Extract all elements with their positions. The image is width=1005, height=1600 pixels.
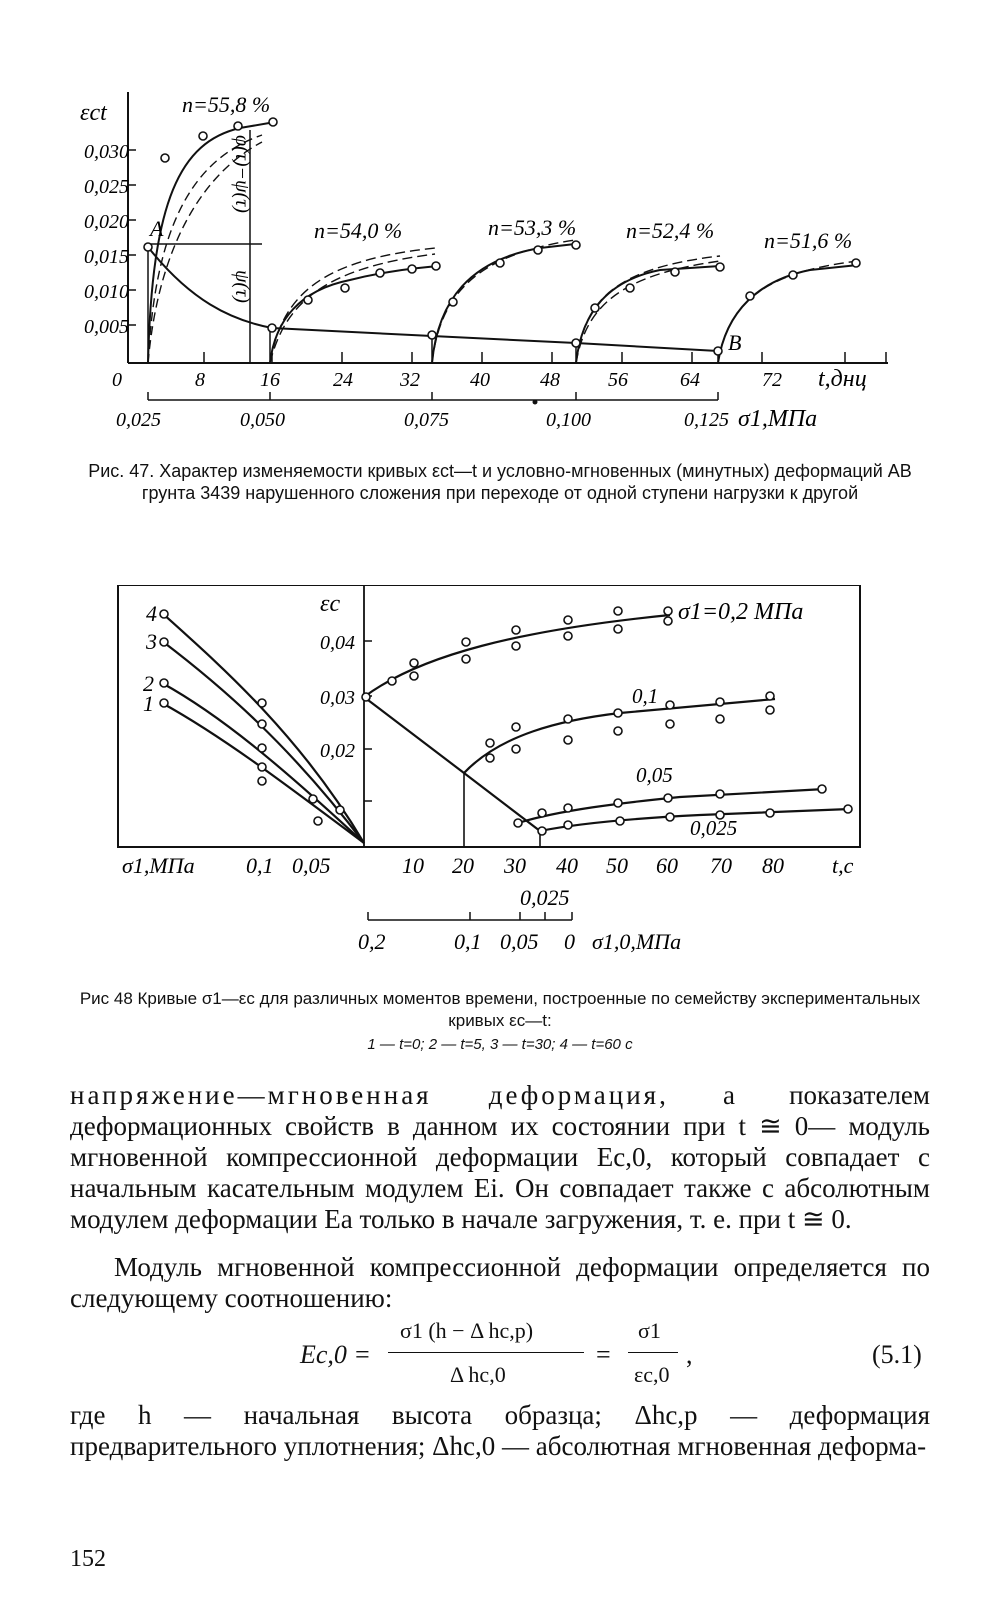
data-point [258, 720, 266, 728]
x-tick-label: 64 [680, 369, 700, 391]
data-point [614, 607, 622, 615]
data-point [376, 269, 384, 277]
data-point [269, 118, 277, 126]
data-point [258, 744, 266, 752]
data-point [462, 638, 470, 646]
data-point [449, 298, 457, 306]
curve-number: 3 [146, 629, 157, 654]
point-b-label: B [728, 330, 742, 355]
data-point [664, 607, 672, 615]
x-tick-labels [112, 369, 782, 391]
paragraph-1 [70, 1080, 930, 1235]
formula-numerator-2: σ1 [638, 1318, 661, 1343]
x-tick-label: 30 [504, 853, 526, 878]
y-tick-label: 0,005 [84, 316, 129, 338]
data-point [564, 804, 572, 812]
figure-48-caption: Рис 48 Кривые σ1—εc для различных моментов времени, построенные по семейству экспериментальных кривых εc—t: [79, 989, 921, 1030]
x-tick-label: 32 [400, 369, 420, 391]
x-tick-label: 72 [762, 369, 782, 391]
curve-label: 0,05 [636, 763, 673, 787]
left-axis-label: σ1,МПа [122, 853, 195, 878]
figure-48-legend: 1 — t=0; 2 — t=5, 3 — t=30; 4 — t=60 c [367, 1036, 633, 1053]
data-point [144, 243, 152, 251]
left-tick-label: 0,1 [246, 853, 274, 878]
scale-dot [533, 400, 538, 405]
figure-48 [0, 585, 1005, 960]
stress-tick-label: 0,025 [116, 409, 161, 431]
data-point [362, 693, 370, 701]
data-point [432, 262, 440, 270]
data-point [766, 706, 774, 714]
data-point [766, 809, 774, 817]
data-point [258, 777, 266, 785]
page-number: 152 [70, 1546, 106, 1572]
data-point [538, 809, 546, 817]
y-tick-label: 0,02 [320, 740, 355, 762]
data-point [486, 739, 494, 747]
data-point [538, 827, 546, 835]
data-point [591, 304, 599, 312]
data-point [671, 268, 679, 276]
formula-5-1 [300, 1318, 940, 1398]
x-tick-label: 20 [452, 853, 474, 878]
x-axis-label: t,c [832, 853, 854, 878]
data-point [564, 736, 572, 744]
data-point [716, 790, 724, 798]
paragraph-3: где h — начальная высота образца; Δhc,p — деформация предварительного уплотнения; Δhc,0 — абсолютная мгновенная деформа- [70, 1400, 930, 1461]
emphasized-text: напряжение—мгновенная деформация, [70, 1080, 669, 1110]
curve-label: n=53,3 % [488, 215, 577, 240]
y-tick-label: 0,03 [320, 687, 355, 709]
curve-label: 0,1 [632, 684, 659, 708]
data-point [852, 259, 860, 267]
formula-equals: = [596, 1340, 611, 1369]
x-tick-label: 60 [656, 853, 678, 878]
data-point [341, 284, 349, 292]
data-point [564, 632, 572, 640]
data-point [408, 265, 416, 273]
x-tick-label: 80 [762, 853, 784, 878]
x-tick-label: 40 [556, 853, 578, 878]
data-point [496, 259, 504, 267]
data-point [160, 610, 168, 618]
data-point [534, 246, 542, 254]
data-point [616, 817, 624, 825]
formula-number: (5.1) [872, 1340, 922, 1369]
bottom-tick-label: 0,2 [358, 929, 386, 954]
formula-denominator-2: εc,0 [634, 1362, 670, 1387]
data-point [564, 821, 572, 829]
y-tick-label: 0,025 [84, 176, 129, 198]
data-point [564, 715, 572, 723]
x-tick-label: 16 [260, 369, 280, 391]
y-tick-label: 0,030 [84, 141, 129, 163]
bottom-axis-label: σ1,0,МПа [592, 929, 682, 954]
curve-number: 2 [143, 671, 154, 696]
data-point [199, 132, 207, 140]
y-tick-marks [128, 150, 136, 325]
formula-comma: , [686, 1340, 693, 1369]
stress-tick-label: 0,050 [240, 409, 285, 431]
stress-tick-label: 0,100 [546, 409, 591, 431]
x-tick-label: 8 [195, 369, 205, 391]
data-point [614, 727, 622, 735]
point-a-label: A [150, 216, 164, 241]
data-point [234, 122, 242, 130]
data-point [314, 817, 322, 825]
paragraph-2: Модуль мгновенной компрессионной деформации определяется по следующему соотношению: [70, 1252, 930, 1313]
bottom-tick-label: 0,05 [500, 929, 539, 954]
formula-denominator-1: Δ hc,0 [450, 1362, 506, 1387]
y-axis-label: εc [320, 591, 341, 617]
x-tick-label: 56 [608, 369, 628, 391]
curve-label: σ1=0,2 МПа [678, 599, 804, 625]
bottom-tick-label: 0,1 [454, 929, 482, 954]
data-point [512, 626, 520, 634]
data-point [614, 709, 622, 717]
data-point [428, 331, 436, 339]
y-tick-label: 0,010 [84, 281, 129, 303]
data-point [818, 785, 826, 793]
x-tick-label: 50 [606, 853, 628, 878]
data-point [336, 806, 344, 814]
formula-lhs: Ec,0 = [300, 1340, 371, 1369]
stress-tick-label: 0,125 [684, 409, 729, 431]
data-point [486, 754, 494, 762]
paragraph-text: а показателем деформационных свойств в данном их состоянии при t ≅ 0— модуль мгновенной компрессионной деформации Ec,0, который совпадает с начальным касательным модулем Ei. Он совпадает также с абсолютным модулем деформации Ea только в начале загружения, т. е. при t ≅ 0. [70, 1080, 931, 1234]
psi-annotation: ψ(τ) [231, 270, 253, 303]
curve-number: 1 [143, 691, 154, 716]
curve-label: n=54,0 % [314, 218, 403, 243]
data-point [512, 723, 520, 731]
figure-47 [0, 80, 1005, 440]
data-point [160, 638, 168, 646]
curve-4-solid [576, 266, 720, 363]
curve-label: n=51,6 % [764, 228, 853, 253]
data-point [664, 794, 672, 802]
data-point [664, 617, 672, 625]
data-point [268, 324, 276, 332]
data-point [410, 659, 418, 667]
x-tick-label: 0 [112, 369, 122, 391]
data-point [512, 642, 520, 650]
x-tick-marks [204, 352, 886, 363]
data-point [388, 677, 396, 685]
data-point [789, 271, 797, 279]
stress-axis-label: σ1,МПа [738, 406, 818, 432]
relaxation-line [364, 697, 540, 831]
stress-tick-labels [116, 409, 729, 431]
curve-label: 0,025 [690, 816, 738, 840]
data-point [626, 284, 634, 292]
y-tick-label: 0,020 [84, 211, 129, 233]
data-point [572, 241, 580, 249]
data-point [161, 154, 169, 162]
curve-label: n=52,4 % [626, 218, 715, 243]
data-point [716, 698, 724, 706]
x-axis-label: t,днц [818, 366, 867, 392]
x-tick-label: 70 [710, 853, 732, 878]
phi-minus-psi-annotation: φ(τ)−ψ(τ) [231, 135, 253, 213]
y-tick-label: 0,04 [320, 632, 355, 654]
data-point [844, 805, 852, 813]
bottom-tick-label: 0 [564, 929, 575, 954]
data-point [714, 347, 722, 355]
data-point [614, 799, 622, 807]
left-tick-label: 0,05 [292, 853, 331, 878]
data-point [309, 795, 317, 803]
data-point [716, 715, 724, 723]
x-tick-label: 10 [402, 853, 424, 878]
x-tick-label: 40 [470, 369, 490, 391]
curve-label: n=55,8 % [182, 92, 271, 117]
y-axis-label: εct [80, 100, 107, 126]
curve-number: 4 [146, 601, 157, 626]
curve-2-solid [270, 266, 438, 363]
data-point [410, 672, 418, 680]
bottom-tick-label: 0,025 [520, 885, 570, 910]
data-point [258, 699, 266, 707]
data-point [666, 701, 674, 709]
data-point [160, 679, 168, 687]
data-point [614, 625, 622, 633]
data-point [160, 699, 168, 707]
data-point [666, 720, 674, 728]
data-point [564, 616, 572, 624]
figure-47-caption: Рис. 47. Характер изменяемости кривых εct—t и условно-мгновенных (минутных) деформаций AB грунта 3439 нарушенного сложения при переходе от одной ступени нагрузки к другой [88, 461, 912, 503]
data-point [304, 296, 312, 304]
y-tick-label: 0,015 [84, 246, 129, 268]
x-tick-label: 24 [333, 369, 353, 391]
data-point [514, 819, 522, 827]
y-tick-labels [84, 141, 129, 338]
data-point [746, 292, 754, 300]
data-point [572, 339, 580, 347]
data-point [716, 263, 724, 271]
data-point [462, 655, 470, 663]
data-point [766, 692, 774, 700]
x-tick-label: 48 [540, 369, 560, 391]
stress-tick-label: 0,075 [404, 409, 449, 431]
data-point [258, 763, 266, 771]
data-point [666, 813, 674, 821]
formula-numerator-1: σ1 (h − Δ hc,p) [400, 1318, 534, 1343]
data-point [512, 745, 520, 753]
